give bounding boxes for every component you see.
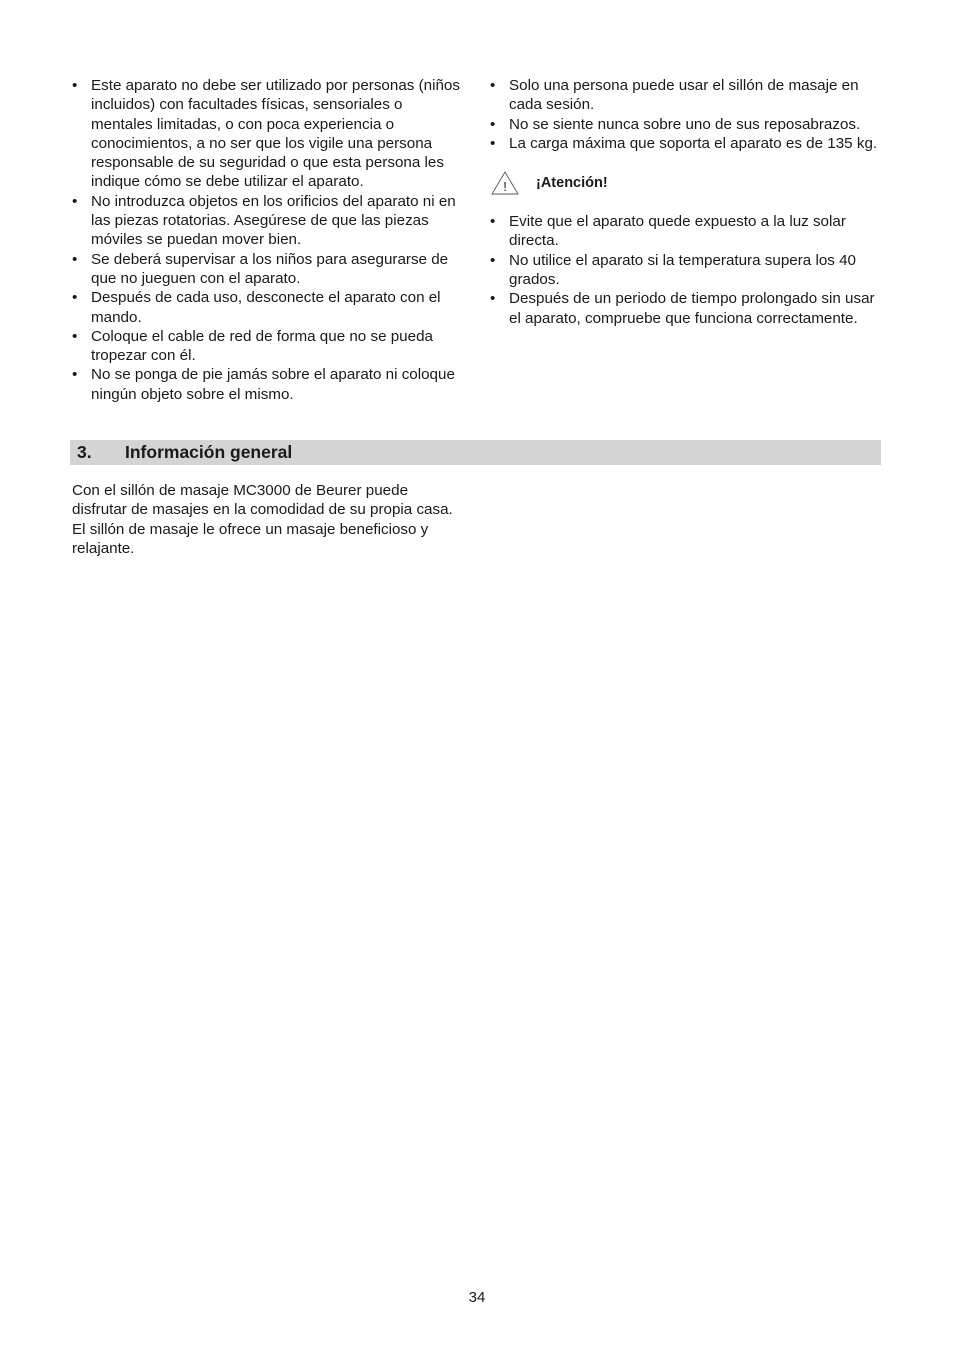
section-number: 3. [77, 442, 92, 462]
safety-list-left [72, 76, 464, 404]
list-item: • Evite que el aparato quede expuesto a la luz solar directa. [490, 212, 890, 251]
list-item: • Solo una persona puede usar el sillón de masaje en cada sesión. [490, 76, 890, 115]
section-intro [72, 481, 464, 558]
section-title: Información general [125, 442, 293, 462]
list-item: • Después de un periodo de tiempo prolongado sin usar el aparato, compruebe que funciona correctamente. [490, 289, 890, 328]
warning-label: ¡Atención! [536, 174, 608, 191]
list-item: • Coloque el cable de red de forma que no se pueda tropezar con él. [72, 327, 464, 366]
list-item: • La carga máxima que soporta el aparato es de 135 kg. [490, 134, 890, 153]
right-column [490, 76, 890, 328]
svg-text:!: ! [503, 179, 507, 195]
section-heading [70, 440, 881, 465]
left-column [72, 76, 464, 404]
list-item: • Se deberá supervisar a los niños para asegurarse de que no jueguen con el aparato. [72, 250, 464, 289]
list-item: • Después de cada uso, desconecte el aparato con el mando. [72, 288, 464, 327]
list-item: • No utilice el aparato si la temperatura supera los 40 grados. [490, 251, 890, 290]
list-item: • No se siente nunca sobre uno de sus reposabrazos. [490, 115, 890, 134]
list-item: • No se ponga de pie jamás sobre el aparato ni coloque ningún objeto sobre el mismo. [72, 365, 464, 404]
warning-triangle-icon [490, 170, 520, 196]
list-item: • No introduzca objetos en los orificios del aparato ni en las piezas rotatorias. Asegúrese de que las piezas móviles se puedan mover bien. [72, 192, 464, 250]
warning-notice [490, 168, 890, 198]
list-item: • Este aparato no debe ser utilizado por personas (niños incluidos) con facultades físicas, sensoriales o mentales limitadas, o con poca experiencia o conocimientos, a no ser que los vigile una persona responsable de su seguridad o que esta persona les indique cómo se debe utilizar el aparato. [72, 76, 464, 192]
intro-paragraph: Con el sillón de masaje MC3000 de Beurer puede disfrutar de masajes en la comodidad de su propia casa. [72, 482, 453, 519]
intro-paragraph: El sillón de masaje le ofrece un masaje beneficioso y relajante. [72, 520, 429, 557]
page-number: 34 [468, 1289, 486, 1306]
safety-list-right-top [490, 76, 890, 153]
safety-list-right-bottom [490, 212, 890, 328]
